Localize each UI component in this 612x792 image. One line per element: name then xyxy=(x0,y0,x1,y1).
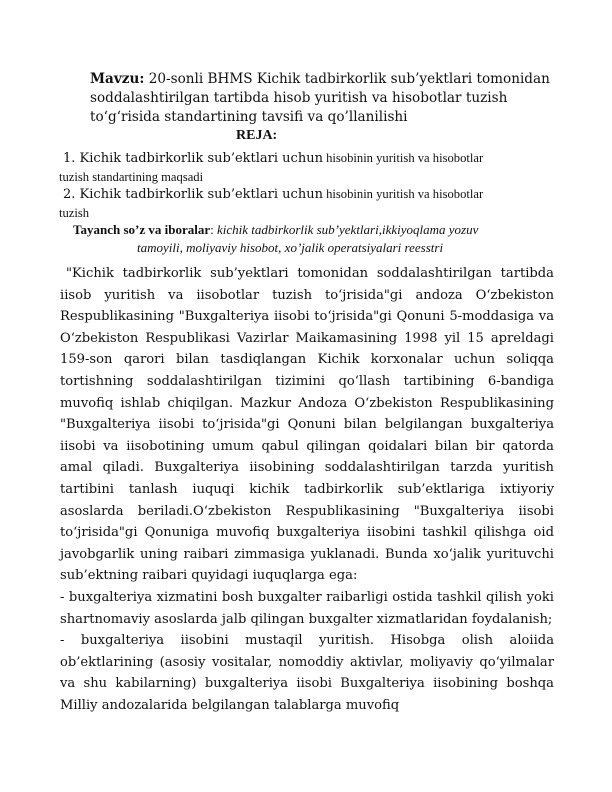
plan-item-wrap: tuzish standartining maqsadi xyxy=(59,170,204,184)
plan-item-head: Kichik tadbirkorlik sub’ektlari uchun xyxy=(79,187,323,202)
topic-label: Mavzu: xyxy=(90,71,145,87)
paragraph-2: - buxgalteriya xizmatini bosh buxgalter raibarligi ostida tashkil qilish yoki shartnomaviy asoslarda jalb qilingan buxgalter xizmatlaridan foydalanish; xyxy=(60,589,554,627)
keywords-block xyxy=(73,221,553,257)
keywords-colon: : xyxy=(210,222,217,237)
plan-item-number: 1. xyxy=(63,151,76,166)
paragraph-1: "Kichik tadbirkorlik sub’yektlari tomonidan soddalashtirilgan tartibda iisob yuritish va iisobotlar tuzish to‘jrisida"gi andoza O‘zbekiston Respublikasining "Buxgalteriya iisobi to‘jrisida"gi Qonuni 5-moddasiga va O‘zbekiston Respublikasi Vazirlar Maikamasining 1998 yil 15 apreldagi 159-son qarori bilan tasdiqlangan Kichik korxonalar uchun soliqqa tortishning soddalashtirilgan tizimini qo‘llash tartibining 6-bandiga muvofiq ishlab chiqilgan. Mazkur Andoza O‘zbekiston Respublikasining "Buxgalteriya iisobi to‘jrisida"gi Qonuni bilan belgilangan buxgalteriya iisobi va iisobotining umum qabul qilingan qoidalari bilan bir qatorda amal qiladi. Buxgalteriya iisobining soddalashtirilgan tarzda yuritish tartibini tanlash iuquqi kichik tadbirkorlik sub’ektlariga ixtiyoriy asoslarda beriladi.O‘zbekiston Respublikasining "Buxgalteriya iisobi to‘jrisida"gi Qonuniga muvofiq buxgalteriya iisobini tashkil qilishga oid javobgarlik uning raibari zimmasiga yuklanadi. Bunda xo‘jalik yurituvchi sub’ektning raibari quyidagi iuquqlarga ega: xyxy=(60,266,554,584)
plan-item-1 xyxy=(59,149,543,187)
keywords-line-1: kichik tadbirkorlik sub’yektlari,ikkiyoqlama yozuv xyxy=(216,222,479,237)
topic-heading xyxy=(90,70,560,127)
keywords-line-2: tamoyili, moliyaviy hisobot, xo’jalik operatsiyalari reesstri xyxy=(137,240,444,255)
plan-item-number: 2. xyxy=(63,187,76,202)
plan-item-wrap: tuzish xyxy=(59,206,90,220)
plan-item-head: Kichik tadbirkorlik sub’ektlari uchun xyxy=(79,151,323,166)
body-text xyxy=(60,263,554,716)
plan-item-2 xyxy=(59,185,543,223)
plan-title: REJA: xyxy=(236,128,278,143)
keywords-label: Tayanch so’z va iboralar xyxy=(73,222,211,237)
paragraph-3: - buxgalteriya iisobini mustaqil yuritish. Hisobga olish aloiida ob’ektlarining (asosiy vositalar, nomoddiy aktivlar, moliyaviy qo‘yilmalar va shu kabilarning) buxgalteriya iisobi Buxgalteriya iisobining boshqa Milliy andozalarida belgilangan talablarga muvofiq xyxy=(60,633,554,713)
topic-text: 20-sonli BHMS Kichik tadbirkorlik sub’yektlari tomonidan soddalashtirilgan tartibda hisob yuritish va hisobotlar tuzish to‘g‘risida standartining tavsifi va qo’llanilishi xyxy=(90,71,550,125)
plan-item-tail: hisobinin yuritish va hisobotlar xyxy=(322,151,484,165)
plan-item-tail: hisobinin yuritish va hisobotlar xyxy=(322,187,484,201)
